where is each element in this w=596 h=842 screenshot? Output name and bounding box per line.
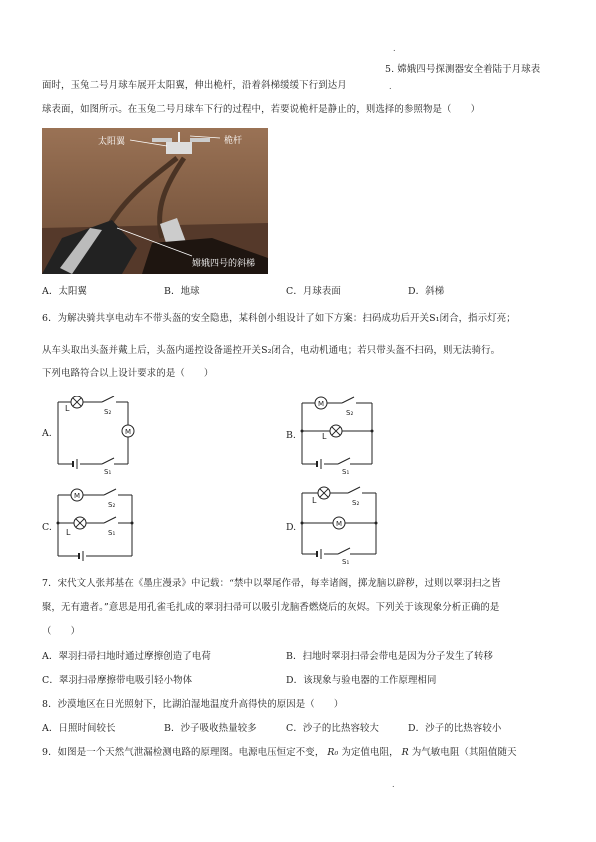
- circuit-d-diagram: [300, 486, 390, 566]
- motor-symbol: M: [125, 428, 132, 436]
- s1-symbol: S₁: [108, 529, 116, 537]
- q8-option-d: D．沙子的比热容较小: [408, 723, 502, 734]
- circuit-c-diagram: [56, 488, 146, 568]
- q5-option-c: C．月球表面: [286, 286, 341, 297]
- q7-option-d: D．该现象与验电器的工作原理相同: [286, 675, 437, 686]
- stray-dot: .: [389, 82, 392, 91]
- stray-dot: .: [393, 44, 396, 53]
- label-mast: 桅杆: [224, 136, 243, 146]
- q6-line2: 从车头取出头盔并戴上后，头盔内遥控设备遥控开关S₂闭合，电动机通电；若只带头盔不扫码，则无法骑行。: [42, 345, 501, 356]
- q7-option-b: B．扫地时翠羽扫帚会带电是因为分子发生了转移: [286, 651, 494, 662]
- s2-symbol: S₂: [352, 499, 360, 507]
- s2-symbol: S₂: [108, 501, 116, 509]
- q9-text-b: 为定值电阻，: [341, 747, 399, 758]
- motor-symbol: M: [74, 492, 81, 500]
- lamp-symbol: L: [322, 432, 327, 441]
- circuit-c-label: C.: [42, 522, 52, 533]
- label-solar-wing: 太阳翼: [98, 137, 126, 147]
- circuit-a-diagram: [56, 396, 146, 476]
- s2-symbol: S₂: [346, 409, 354, 417]
- q8-option-c: C．沙子的比热容较大: [286, 723, 380, 734]
- q9-text-a: 9．如图是一个天然气泄漏检测电路的原理图。电源电压恒定不变，: [42, 747, 325, 758]
- q7-line2: 聚，无有遗者。”意思是用孔雀毛扎成的翠羽扫帚可以吸引龙脑香燃烧后的灰烬。下列关于该现象分析正确的是: [42, 602, 500, 613]
- motor-symbol: M: [336, 520, 343, 528]
- q5-option-d: D．斜梯: [408, 286, 445, 297]
- q9-line1: [42, 747, 517, 759]
- q7-line3: （ ）: [42, 626, 81, 637]
- lamp-symbol: L: [312, 496, 317, 505]
- q8-line1: 8．沙漠地区在日光照射下，比湖泊湿地温度升高得快的原因是（ ）: [42, 699, 344, 710]
- q9-r0: R₀: [327, 747, 339, 758]
- circuit-b-label: B.: [286, 430, 296, 441]
- q8-option-b: B．沙子吸收热量较多: [164, 723, 257, 734]
- circuit-b-diagram: [300, 396, 380, 476]
- q5-option-a: A．太阳翼: [42, 286, 88, 297]
- q8-option-a: A．日照时间较长: [42, 723, 116, 734]
- q9-text-c: 为气敏电阻（其阻值随天: [411, 747, 517, 758]
- stray-dot: .: [392, 780, 395, 789]
- lamp-symbol: L: [66, 528, 71, 537]
- q6-line1: 6．为解决骑共享电动车不带头盔的安全隐患，某科创小组设计了如下方案：扫码成功后开关S₁闭合，指示灯亮；: [42, 313, 516, 324]
- q7-option-a: A．翠羽扫帚扫地时通过摩擦创造了电荷: [42, 651, 211, 662]
- label-ladder: 嫦娥四号的斜梯: [192, 259, 256, 269]
- q5-option-b: B．地球: [164, 286, 200, 297]
- q5-line1: 5. 嫦娥四号探测器安全着陆于月球表: [385, 64, 541, 75]
- lunar-rover-photo: [42, 128, 268, 274]
- s1-symbol: S₁: [104, 468, 112, 476]
- circuit-a-label: A.: [42, 428, 52, 439]
- q9-r: R: [401, 747, 409, 758]
- q7-option-c: C．翠羽扫帚摩擦带电吸引轻小物体: [42, 675, 193, 686]
- motor-symbol: M: [318, 400, 325, 408]
- q5-line2: 面时，玉兔二号月球车展开太阳翼，伸出桅杆，沿着斜梯缓缓下行到达月: [42, 80, 347, 91]
- circuit-d-label: D.: [286, 522, 297, 533]
- s1-symbol: S₁: [342, 558, 350, 566]
- lamp-symbol: L: [65, 404, 70, 413]
- s1-symbol: S₁: [342, 468, 350, 476]
- s2-symbol: S₂: [104, 408, 112, 416]
- q6-line3: 下列电路符合以上设计要求的是（ ）: [42, 368, 214, 379]
- q7-line1: 7．宋代文人张邦基在《墨庄漫录》中记载：“禁中以翠尾作帚，每幸诸阁，掷龙脑以辟秽，过则以翠羽扫之皆: [42, 578, 501, 589]
- q5-line3: 球表面，如图所示。在玉兔二号月球车下行的过程中，若要说桅杆是静止的，则选择的参照物是（ ）: [42, 104, 481, 115]
